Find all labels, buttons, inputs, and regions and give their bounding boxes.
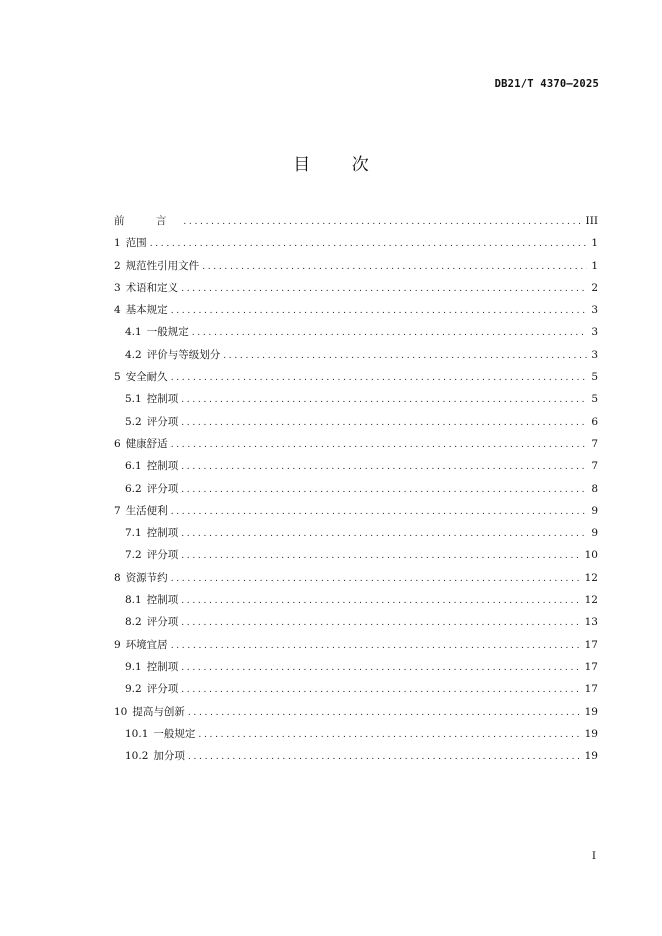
toc-entry-label: 评分项 [146,683,179,696]
toc-dot-leader [181,596,580,606]
toc-entry[interactable] [114,235,598,257]
toc-entry-label: 前 言 [114,215,181,227]
toc-dot-leader [202,262,587,272]
toc-entry-page: 3 [591,348,598,361]
toc-entry-number: 8.2 [125,616,142,629]
toc-entry[interactable] [114,436,598,458]
toc-entry-number: 3 [114,281,121,294]
toc-entry[interactable] [114,391,598,413]
toc-entry-number: 5.1 [125,393,142,406]
toc-entry[interactable] [114,547,598,569]
toc-entry-page: 5 [591,393,598,406]
toc-entry-number: 4.2 [125,348,142,361]
toc-entry-page: 1 [591,259,598,272]
document-code: DB21/T 4370—2025 [494,78,599,90]
toc-entry-page: 2 [591,281,598,294]
toc-entry-label: 控制项 [146,460,179,473]
toc-entry[interactable] [114,726,598,748]
toc-entry[interactable] [114,324,598,346]
toc-entry[interactable] [114,681,598,703]
toc-entry-number: 9.2 [125,683,142,696]
toc-entry[interactable] [114,280,598,302]
toc-dot-leader [171,373,588,383]
toc-entry-page: 8 [591,482,598,495]
toc-entry-label: 评分项 [146,482,179,495]
toc-dot-leader [188,708,581,718]
toc-entry-page: 3 [591,326,598,339]
toc-entry-label: 范围 [125,237,147,250]
toc-entry-label: 控制项 [146,660,179,673]
toc-entry[interactable] [114,503,598,525]
toc-entry-label: 提高与创新 [132,705,185,718]
toc-dot-leader [188,752,581,762]
toc-dot-leader [181,395,587,405]
toc-entry[interactable] [114,704,598,726]
toc-dot-leader [150,239,588,249]
toc-entry-page: 12 [584,594,598,607]
toc-entry-number: 4.1 [125,326,142,339]
toc-entry-page: 5 [591,371,598,384]
toc-entry-label: 控制项 [146,393,179,406]
toc-dot-leader [181,685,580,695]
toc-entry-label: 控制项 [146,594,179,607]
table-of-contents [114,213,598,770]
toc-entry-label: 加分项 [153,750,185,763]
toc-entry-page: 19 [584,705,598,718]
toc-entry-page: 9 [591,504,598,517]
toc-entry-label: 一般规定 [153,727,196,740]
toc-dot-leader [181,618,580,628]
toc-entry[interactable] [114,525,598,547]
toc-dot-leader [223,351,587,361]
toc-dot-leader [183,217,581,227]
toc-entry[interactable] [114,369,598,391]
toc-entry[interactable] [114,302,598,324]
toc-dot-leader [181,485,587,495]
toc-entry-number: 7.1 [125,527,142,540]
toc-dot-leader [171,574,581,584]
toc-entry-label: 术语和定义 [125,281,179,294]
toc-entry-label: 基本规定 [125,304,168,317]
toc-entry[interactable] [114,414,598,436]
toc-entry[interactable] [114,748,598,770]
toc-entry-page: 17 [584,638,598,651]
toc-entry-number: 5.2 [125,415,142,428]
toc-entry-page: 19 [584,727,598,740]
toc-dot-leader [181,551,580,561]
toc-entry-page: 19 [584,750,598,763]
toc-dot-leader [181,529,587,539]
toc-entry[interactable] [114,637,598,659]
toc-entry-label: 规范性引用文件 [125,259,200,272]
toc-entry-number: 10.2 [125,750,149,763]
toc-entry-page: 9 [591,527,598,540]
toc-entry-page: 3 [591,304,598,317]
toc-entry-number: 6 [114,437,121,450]
toc-dot-leader [171,641,581,651]
toc-entry-number: 9 [114,638,121,651]
toc-dot-leader [192,328,588,338]
toc-entry-label: 评分项 [146,415,179,428]
toc-entry[interactable] [114,258,598,280]
toc-entry-label: 资源节约 [125,571,168,584]
toc-entry-number: 10.1 [125,727,149,740]
toc-entry-number: 6.1 [125,460,142,473]
toc-entry-label: 一般规定 [146,326,189,339]
toc-entry[interactable] [114,570,598,592]
toc-dot-leader [181,462,587,472]
toc-entry-page: 17 [584,660,598,673]
toc-entry[interactable] [114,592,598,614]
toc-dot-leader [181,284,587,294]
toc-entry-number: 7.2 [125,549,142,562]
toc-entry-label: 环境宜居 [125,638,168,651]
toc-entry-label: 安全耐久 [125,371,168,384]
toc-entry-page: 17 [584,683,598,696]
toc-entry-label: 生活便利 [125,504,168,517]
toc-entry-number: 6.2 [125,482,142,495]
toc-entry-page: 6 [591,415,598,428]
toc-entry-label: 评价与等级划分 [146,348,221,361]
toc-entry-page: 7 [591,437,598,450]
toc-entry-page: 7 [591,460,598,473]
toc-entry-number: 7 [114,504,121,517]
toc-dot-leader [181,663,580,673]
toc-entry[interactable] [114,213,598,235]
toc-dot-leader [181,418,587,428]
toc-dot-leader [171,306,588,316]
toc-entry-label: 评分项 [146,549,179,562]
toc-entry[interactable] [114,614,598,636]
toc-entry-page: 1 [591,237,598,250]
toc-entry-number: 5 [114,371,121,384]
toc-entry[interactable] [114,481,598,503]
toc-entry-label: 健康舒适 [125,437,168,450]
toc-entry-label: 控制项 [146,527,179,540]
page-title: 目 次 [293,155,387,175]
toc-entry-page: 12 [584,571,598,584]
toc-entry-page: 13 [584,616,598,629]
toc-entry-number: 4 [114,304,121,317]
toc-entry-number: 2 [114,259,121,272]
toc-entry-number: 8 [114,571,121,584]
toc-entry-number: 1 [114,237,121,250]
toc-entry[interactable] [114,458,598,480]
toc-entry-number: 9.1 [125,660,142,673]
toc-entry-number: 8.1 [125,594,142,607]
toc-dot-leader [171,507,588,517]
toc-dot-leader [171,440,588,450]
toc-entry-label: 评分项 [146,616,179,629]
toc-entry-page: 10 [584,549,598,562]
page-number: I [591,850,596,862]
toc-entry-page: III [585,215,598,227]
toc-dot-leader [198,730,580,740]
toc-entry[interactable] [114,659,598,681]
toc-entry[interactable] [114,347,598,369]
toc-entry-number: 10 [114,705,128,718]
